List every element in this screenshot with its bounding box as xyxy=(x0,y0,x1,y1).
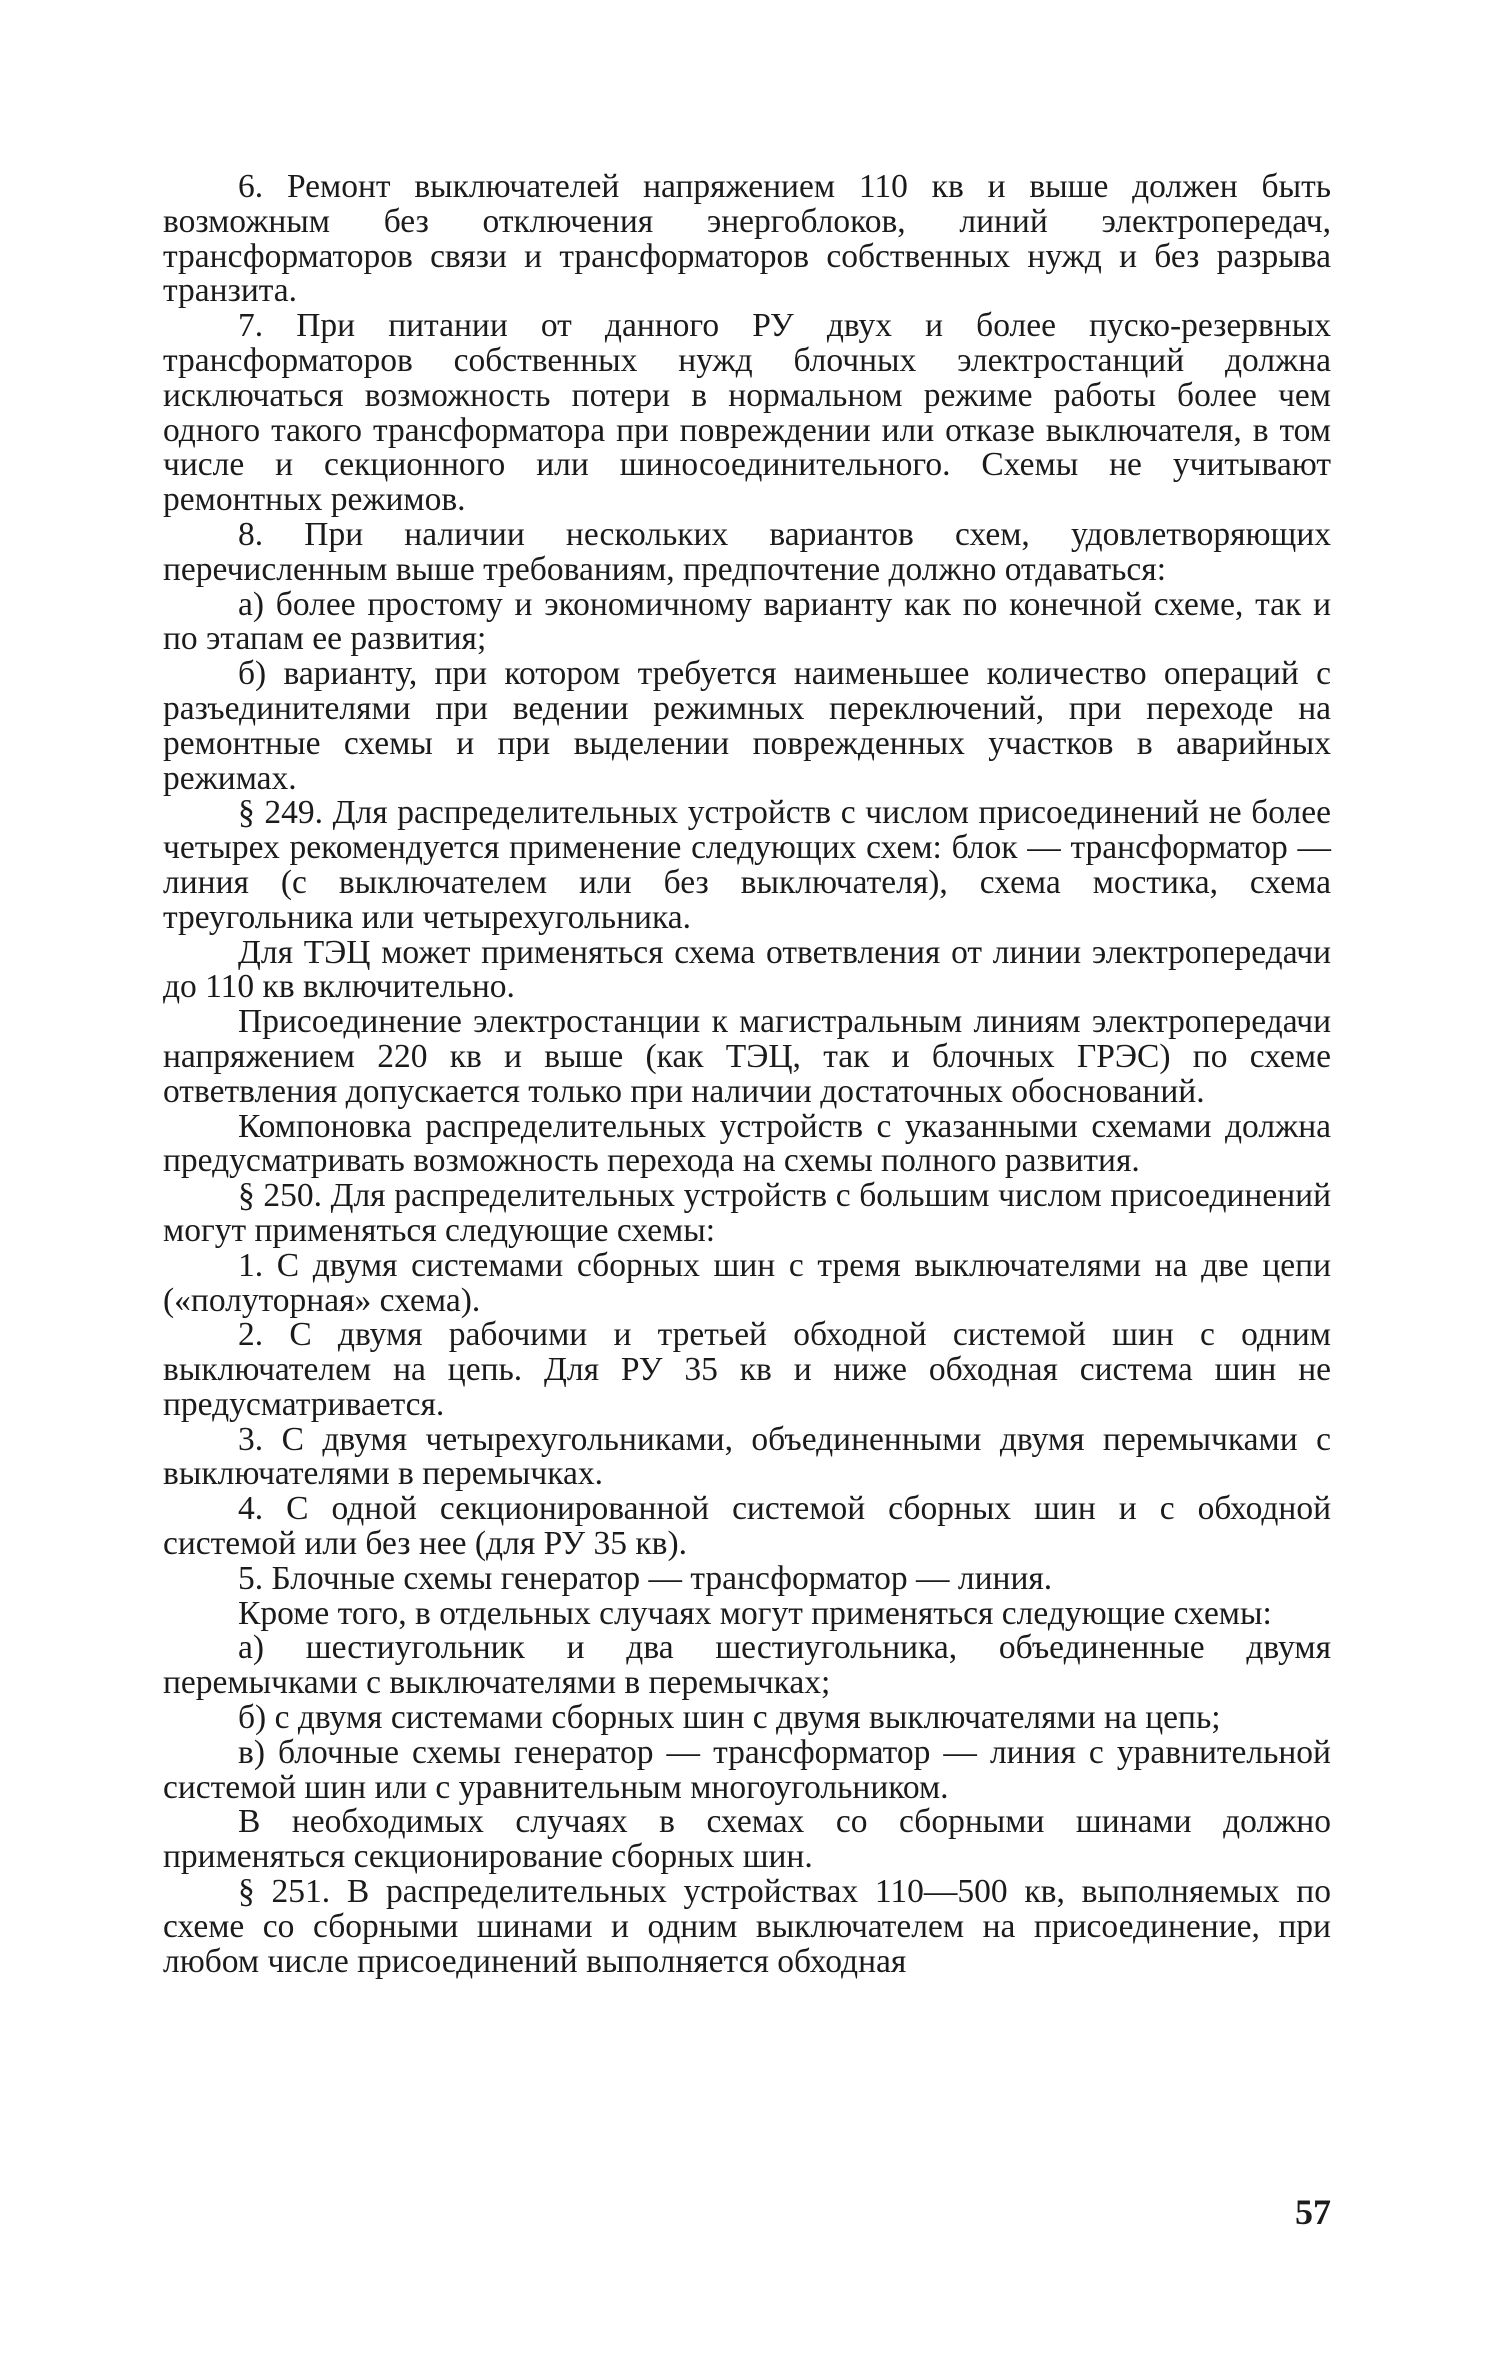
paragraph-section-249: § 249. Для распределительных устройств с числом присоединений не более четырех рекомендуется применение следующих схем: блок — трансформатор — линия (с выключателем или без выключателя), схема мостика, схема треугольника или четырехугольника. xyxy=(163,794,1331,936)
paragraph-sub-b: б) варианту, при котором требуется наименьшее количество операций с разъединителями при ведении режимных переключений, при переходе на ремонтные схемы и при выделении поврежденных участков в аварийных режимах. xyxy=(163,655,1331,797)
paragraph-list-5: 5. Блочные схемы генератор — трансформатор — линия. xyxy=(238,1559,1053,1597)
paragraph-item-8: 8. При наличии нескольких вариантов схем, удовлетворяющих перечисленным выше требованиям, предпочтение должно отдаваться: xyxy=(163,515,1331,588)
paragraph-layout: Компоновка распределительных устройств с указанными схемами должна предусматривать возможность перехода на схемы полного развития. xyxy=(163,1107,1331,1180)
paragraph-section-250: § 250. Для распределительных устройств с большим числом присоединений могут применяться следующие схемы: xyxy=(163,1177,1331,1249)
paragraph-sub-a: а) более простому и экономичному варианту как по конечной схеме, так и по этапам ее развития; xyxy=(163,585,1331,658)
paragraph-section-251: § 251. В распределительных устройствах 110—500 кв, выполняемых по схеме со сборными шинами и одним выключателем на присоединение, при любом числе присоединений выполняется обходная xyxy=(163,1873,1331,1980)
paragraph-power-plant-connection: Присоединение электростанции к магистральным линиям электропередачи напряжением 220 кв и выше (как ТЭЦ, так и блочных ГРЭС) по схеме ответвления допускается только при наличии достаточных обоснований. xyxy=(163,1003,1331,1110)
paragraph-additional-b: б) с двумя системами сборных шин с двумя выключателями на цепь; xyxy=(238,1699,1221,1737)
paragraph-list-3: 3. С двумя четырехугольниками, объединенными двумя перемычками с выключателями в перемычках. xyxy=(163,1420,1331,1493)
document-page-text xyxy=(163,170,1331,2310)
paragraph-additional-a: а) шестиугольник и два шестиугольника, объединенные двумя перемычками с выключателями в перемычках; xyxy=(163,1629,1331,1702)
paragraph-additional-schemes: Кроме того, в отдельных случаях могут применяться следующие схемы: xyxy=(238,1594,1272,1632)
paragraph-list-1: 1. С двумя системами сборных шин с тремя выключателями на две цепи («полуторная» схема). xyxy=(163,1246,1331,1319)
paragraph-additional-c: в) блочные схемы генератор — трансформатор — линия с уравнительной системой шин или с уравнительным многоугольником. xyxy=(163,1733,1331,1806)
paragraph-sectioning: В необходимых случаях в схемах со сборными шинами должно применяться секционирование сборных шин. xyxy=(163,1803,1331,1876)
paragraph-item-6: 6. Ремонт выключателей напряжением 110 кв и выше должен быть возможным без отключения энергоблоков, линий электропередач, трансформаторов связи и трансформаторов собственных нужд и без разрыва транзита. xyxy=(163,168,1331,310)
paragraph-item-7: 7. При питании от данного РУ двух и более пуско-резервных трансформаторов собственных нужд блочных электростанций должна исключаться возможность потери в нормальном режиме работы более чем одного такого трансформатора при повреждении или отказе выключателя, в том числе и секционного или шиносоединительного. Схемы не учитывают ремонтных режимов. xyxy=(163,307,1331,519)
paragraph-tec-branch: Для ТЭЦ может применяться схема ответвления от линии электропередачи до 110 кв включительно. xyxy=(163,933,1331,1006)
paragraph-list-4: 4. С одной секционированной системой сборных шин и с обходной системой или без нее (для РУ 35 кв). xyxy=(163,1490,1331,1563)
page-number: 57 xyxy=(1295,2192,1331,2232)
paragraph-list-2: 2. С двумя рабочими и третьей обходной системой шин с одним выключателем на цепь. Для РУ 35 кв и ниже обходная система шин не предусматривается. xyxy=(163,1316,1331,1423)
